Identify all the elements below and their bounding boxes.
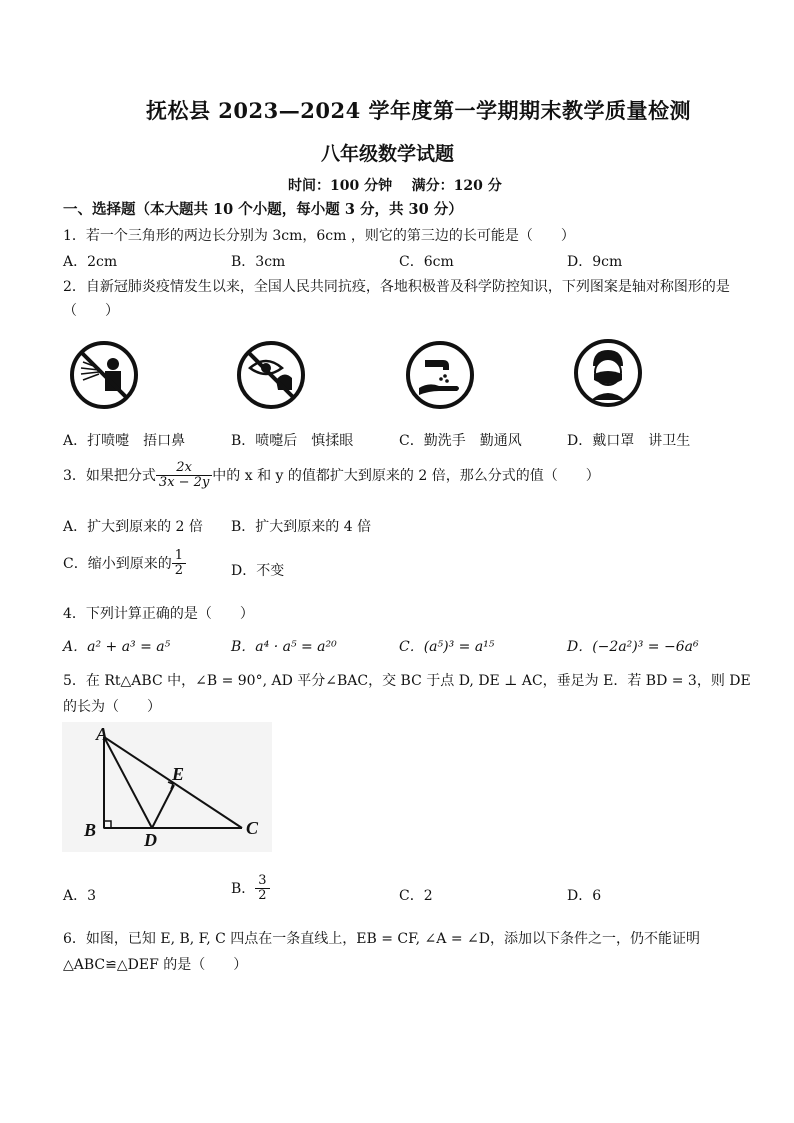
hand-wash-icon (405, 340, 475, 410)
exam-meta: 时间：100 分钟 满分：120 分 (288, 178, 502, 194)
q1-option-d: D．9cm (567, 254, 623, 270)
q3-fraction (156, 461, 212, 489)
q6-stem-line1: 6．如图，已知 E, B, F, C 四点在一条直线上，EB = CF, ∠A = ∠D，添加以下条件之一，仍不能证明 (63, 931, 700, 947)
q5-stem-line1: 5．在 Rt△ABC 中，∠B = 90°, AD 平分∠BAC，交 BC 于点 D, DE ⊥ AC，垂足为 E．若 BD = 3，则 DE (63, 673, 751, 689)
mask-icon (573, 338, 643, 408)
q3-stem-post: 中的 x 和 y 的值都扩大到原来的 2 倍，那么分式的值（ ） (212, 468, 600, 485)
q3-option-c-fraction (172, 549, 186, 577)
q5-optb-num: 3 (258, 873, 267, 888)
q3-frac-den: 3x − 2y (156, 475, 212, 490)
q4-option-c: C．(a⁵)³ = a¹⁵ (399, 639, 495, 655)
label-d: D (144, 830, 157, 850)
q3-option-b: B．扩大到原来的 4 倍 (231, 519, 372, 535)
section-heading: 一、选择题（本大题共 10 个小题，每小题 3 分，共 30 分） (63, 201, 463, 218)
q6-stem-line2: △ABC≌△DEF 的是（ ） (63, 957, 248, 973)
q3-option-c-label: C．缩小到原来的 (63, 556, 172, 573)
label-a: A (96, 724, 109, 744)
q1-stem: 1．若一个三角形的两边长分别为 3cm，6cm ，则它的第三边的长可能是（ ） (63, 228, 575, 244)
q3-option-c (63, 549, 186, 577)
q2-option-d: D．戴口罩 讲卫生 (567, 433, 691, 449)
q5-option-c: C．2 (399, 888, 433, 904)
label-c: C (246, 818, 259, 838)
q2-option-b: B．喷嚏后 慎揉眼 (231, 433, 354, 449)
page-subtitle: 八年级数学试题 (321, 143, 455, 165)
q1-option-b: B．3cm (231, 254, 286, 270)
q3-option-d: D．不变 (231, 563, 285, 579)
page-title: 抚松县 2023—2024 学年度第一学期期末教学质量检测 (146, 98, 692, 123)
q4-option-b: B．a⁴ · a⁵ = a²⁰ (231, 639, 337, 655)
q3-stem (63, 461, 600, 489)
q1-option-a: A．2cm (63, 254, 118, 270)
label-e: E (172, 764, 185, 784)
q5-stem-line2: 的长为（ ） (63, 699, 161, 715)
q2-option-a: A．打喷嚏 捂口鼻 (63, 433, 186, 449)
q3-optc-num: 1 (174, 548, 183, 563)
q5-option-b (231, 874, 270, 902)
q3-option-a: A．扩大到原来的 2 倍 (63, 519, 203, 535)
q3-frac-num: 2x (176, 460, 192, 475)
q5-optb-den: 2 (255, 888, 269, 903)
label-b: B (84, 820, 97, 840)
q2-stem-line1: 2．自新冠肺炎疫情发生以来，全国人民共同抗疫，各地积极普及科学防控知识，下列图案是轴对称图形的是 (63, 279, 730, 295)
q5-option-b-label: B． (231, 881, 256, 898)
q1-option-c: C．6cm (399, 254, 454, 270)
q3-optc-den: 2 (172, 563, 186, 578)
q4-option-d: D．(−2a²)³ = −6a⁶ (567, 639, 699, 655)
q3-stem-pre: 3．如果把分式 (63, 468, 156, 485)
q2-option-c: C．勤洗手 勤通风 (399, 433, 522, 449)
q4-stem: 4．下列计算正确的是（ ） (63, 606, 254, 622)
q4-option-a: A．a² + a³ = a⁵ (63, 639, 171, 655)
q2-stem-line2: （ ） (63, 303, 119, 319)
no-sneeze-icon (69, 340, 139, 410)
q5-option-d: D．6 (567, 888, 602, 904)
triangle-figure (62, 722, 272, 852)
q5-option-b-fraction (255, 874, 269, 902)
q5-option-a: A．3 (63, 888, 97, 904)
no-eye-rub-icon (236, 340, 306, 410)
